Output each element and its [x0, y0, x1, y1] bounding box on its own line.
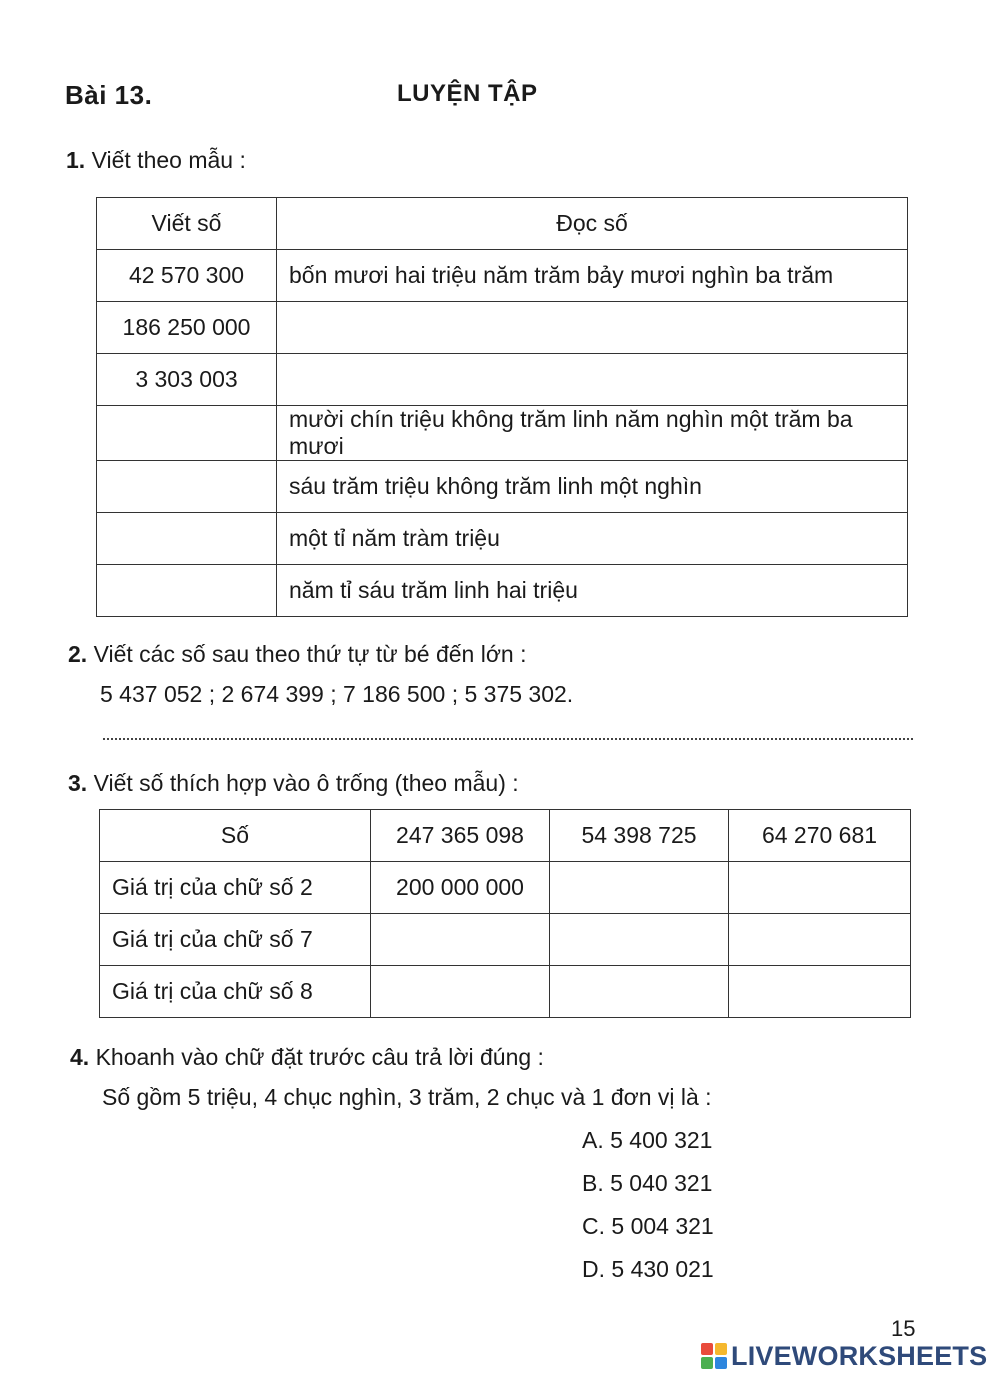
answer-cell[interactable] [371, 966, 550, 1018]
liveworksheets-brand [701, 1341, 987, 1371]
column-header-value: 247 365 098 [371, 810, 550, 862]
question-number: 3. [68, 770, 88, 796]
answer-cell[interactable]: 200 000 000 [371, 862, 550, 914]
table-row [97, 461, 908, 513]
row-label: Giá trị của chữ số 2 [100, 862, 371, 914]
answer-cell[interactable] [371, 914, 550, 966]
numbers-to-order: 5 437 052 ; 2 674 399 ; 7 186 500 ; 5 375 302. [100, 681, 574, 707]
answer-cell[interactable] [729, 862, 911, 914]
question-4-prompt [70, 1044, 544, 1071]
row-label: Giá trị của chữ số 8 [100, 966, 371, 1018]
reading-cell[interactable]: một tỉ năm tràm triệu [277, 513, 908, 565]
liveworksheets-logo-icon [701, 1343, 727, 1369]
column-header-value: 54 398 725 [550, 810, 729, 862]
column-header-write: Viết số [97, 198, 277, 250]
number-cell[interactable] [97, 461, 277, 513]
digit-value-table [99, 809, 911, 1018]
answer-cell[interactable] [550, 914, 729, 966]
question-2-prompt [68, 641, 527, 668]
table-header-row [100, 810, 911, 862]
number-cell[interactable] [97, 565, 277, 617]
table-header-row [97, 198, 908, 250]
number-cell[interactable] [97, 513, 277, 565]
reading-cell[interactable] [277, 302, 908, 354]
question-text: Viết theo mẫu : [91, 147, 246, 173]
answer-cell[interactable] [550, 862, 729, 914]
table-row [100, 966, 911, 1018]
table-row [100, 862, 911, 914]
table-row [97, 565, 908, 617]
column-header-read: Đọc số [277, 198, 908, 250]
column-header-value: 64 270 681 [729, 810, 911, 862]
option-b[interactable]: B. 5 040 321 [582, 1170, 713, 1196]
question-number: 2. [68, 641, 88, 667]
table-row [97, 354, 908, 406]
option-a[interactable]: A. 5 400 321 [582, 1127, 713, 1153]
question-3-prompt [68, 770, 519, 797]
number-cell[interactable]: 3 303 003 [97, 354, 277, 406]
row-label: Giá trị của chữ số 7 [100, 914, 371, 966]
reading-cell[interactable]: năm tỉ sáu trăm linh hai triệu [277, 565, 908, 617]
number-cell[interactable] [97, 406, 277, 461]
column-header-number: Số [100, 810, 371, 862]
table-row [97, 406, 908, 461]
number-cell[interactable]: 186 250 000 [97, 302, 277, 354]
table-row [97, 302, 908, 354]
option-c[interactable]: C. 5 004 321 [582, 1213, 714, 1239]
question-1-prompt [66, 147, 246, 174]
reading-cell[interactable]: mười chín triệu không trăm linh năm nghìn một trăm ba mươi [277, 406, 908, 461]
answer-cell[interactable] [550, 966, 729, 1018]
reading-cell[interactable]: bốn mươi hai triệu năm trăm bảy mươi nghìn ba trăm [277, 250, 908, 302]
table-row [97, 250, 908, 302]
reading-cell[interactable]: sáu trăm triệu không trăm linh một nghìn [277, 461, 908, 513]
question-4-statement: Số gồm 5 triệu, 4 chục nghìn, 3 trăm, 2 chục và 1 đơn vị là : [102, 1084, 712, 1110]
question-number: 4. [70, 1044, 90, 1070]
answer-cell[interactable] [729, 914, 911, 966]
question-number: 1. [66, 147, 86, 173]
number-reading-table [96, 197, 908, 617]
number-cell[interactable]: 42 570 300 [97, 250, 277, 302]
question-text: Viết các số sau theo thứ tự từ bé đến lớn : [93, 641, 527, 667]
lesson-number: Bài 13. [65, 80, 153, 110]
question-text: Viết số thích hợp vào ô trống (theo mẫu) : [93, 770, 519, 796]
page-title: LUYỆN TẬP [397, 80, 538, 107]
answer-cell[interactable] [729, 966, 911, 1018]
page-number: 15 [891, 1316, 916, 1341]
question-text: Khoanh vào chữ đặt trước câu trả lời đúng : [95, 1044, 544, 1070]
table-row [97, 513, 908, 565]
answer-dotted-line[interactable] [103, 728, 913, 740]
table-row [100, 914, 911, 966]
brand-name: LIVEWORKSHEETS [731, 1340, 988, 1371]
option-d[interactable]: D. 5 430 021 [582, 1256, 714, 1282]
reading-cell[interactable] [277, 354, 908, 406]
